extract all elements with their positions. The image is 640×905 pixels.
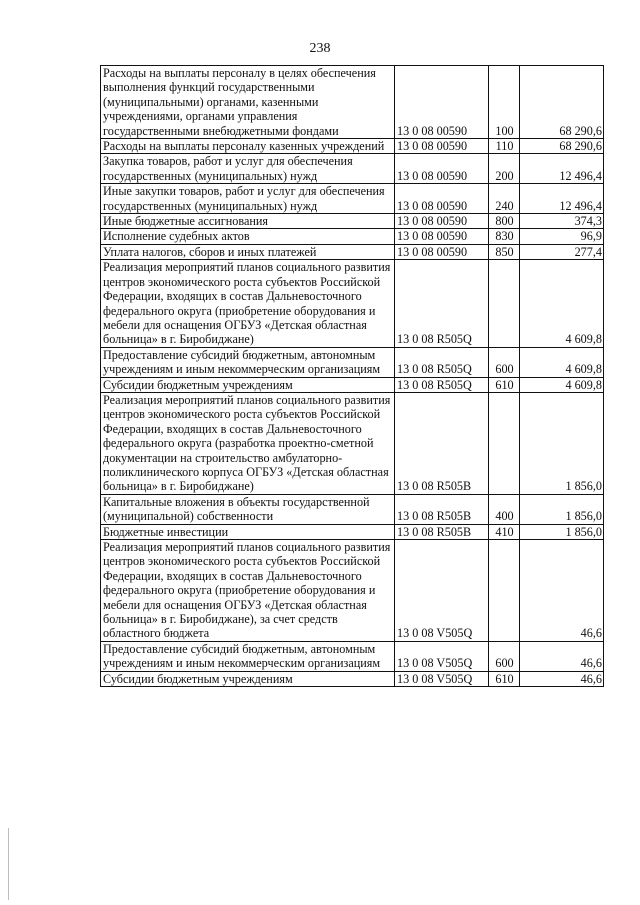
amount-cell: 46,6	[520, 671, 604, 686]
target-code-cell: 13 0 08 R505B	[395, 494, 489, 524]
target-code-cell: 13 0 08 00590	[395, 184, 489, 214]
target-code-cell: 13 0 08 00590	[395, 139, 489, 154]
amount-cell: 68 290,6	[520, 66, 604, 139]
expense-type-cell: 850	[489, 244, 520, 259]
target-code-cell: 13 0 08 V505Q	[395, 641, 489, 671]
table-row	[101, 494, 604, 524]
amount-cell: 12 496,4	[520, 184, 604, 214]
expense-name-cell: Закупка товаров, работ и услуг для обеспечения государственных (муниципальных) нужд	[101, 154, 395, 184]
expense-name-cell: Субсидии бюджетным учреждениям	[101, 377, 395, 392]
expense-name-cell: Реализация мероприятий планов социального развития центров экономического роста субъектов Российской Федерации, входящих в состав Дальневосточного федерального округа (разработка проектно-сметной документации на строительство амбулаторно-поликлинического корпуса ОГБУЗ «Детская областная больница» в г. Биробиджане)	[101, 392, 395, 494]
expense-type-cell: 830	[489, 229, 520, 244]
expense-name-cell: Капитальные вложения в объекты государственной (муниципальной) собственности	[101, 494, 395, 524]
expense-type-cell: 240	[489, 184, 520, 214]
expense-name-cell: Предоставление субсидий бюджетным, автономным учреждениям и иным некоммерческим организациям	[101, 641, 395, 671]
target-code-cell: 13 0 08 R505Q	[395, 377, 489, 392]
expense-name-cell: Иные закупки товаров, работ и услуг для обеспечения государственных (муниципальных) нужд	[101, 184, 395, 214]
table-row	[101, 244, 604, 259]
amount-cell: 46,6	[520, 540, 604, 642]
expense-name-cell: Реализация мероприятий планов социального развития центров экономического роста субъектов Российской Федерации, входящих в состав Дальневосточного федерального округа (приобретение оборудования и мебели для оснащения ОГБУЗ «Детская областная больница» в г. Биробиджане), за счет средств областного бюджета	[101, 540, 395, 642]
expense-type-cell	[489, 392, 520, 494]
budget-table	[100, 65, 604, 687]
expense-name-cell: Реализация мероприятий планов социального развития центров экономического роста субъектов Российской Федерации, входящих в состав Дальневосточного федерального округа (приобретение оборудования и мебели для оснащения ОГБУЗ «Детская областная больница» в г. Биробиджане)	[101, 260, 395, 347]
amount-cell: 1 856,0	[520, 494, 604, 524]
expense-name-cell: Исполнение судебных актов	[101, 229, 395, 244]
target-code-cell: 13 0 08 00590	[395, 66, 489, 139]
table-row	[101, 671, 604, 686]
expense-type-cell: 400	[489, 494, 520, 524]
expense-type-cell: 200	[489, 154, 520, 184]
target-code-cell: 13 0 08 V505Q	[395, 671, 489, 686]
table-row	[101, 229, 604, 244]
target-code-cell: 13 0 08 R505B	[395, 524, 489, 539]
expense-type-cell	[489, 260, 520, 347]
expense-type-cell: 600	[489, 347, 520, 377]
expense-type-cell: 800	[489, 214, 520, 229]
expense-name-cell: Уплата налогов, сборов и иных платежей	[101, 244, 395, 259]
expense-name-cell: Субсидии бюджетным учреждениям	[101, 671, 395, 686]
expense-type-cell: 600	[489, 641, 520, 671]
expense-name-cell: Расходы на выплаты персоналу в целях обеспечения выполнения функций государственными (муниципальными) органами, казенными учреждениями, органами управления государственными внебюджетными фондами	[101, 66, 395, 139]
table-row	[101, 524, 604, 539]
amount-cell: 4 609,8	[520, 260, 604, 347]
table-row	[101, 260, 604, 347]
amount-cell: 46,6	[520, 641, 604, 671]
table-row	[101, 641, 604, 671]
expense-type-cell: 610	[489, 671, 520, 686]
expense-name-cell: Предоставление субсидий бюджетным, автономным учреждениям и иным некоммерческим организациям	[101, 347, 395, 377]
table-row	[101, 66, 604, 139]
table-row	[101, 392, 604, 494]
scan-edge-line	[8, 828, 9, 900]
target-code-cell: 13 0 08 V505Q	[395, 540, 489, 642]
target-code-cell: 13 0 08 R505Q	[395, 260, 489, 347]
page-number: 238	[309, 41, 331, 56]
budget-table-body	[101, 66, 604, 687]
target-code-cell: 13 0 08 00590	[395, 154, 489, 184]
table-row	[101, 347, 604, 377]
expense-name-cell: Иные бюджетные ассигнования	[101, 214, 395, 229]
table-row	[101, 214, 604, 229]
expense-type-cell: 410	[489, 524, 520, 539]
amount-cell: 4 609,8	[520, 347, 604, 377]
expense-type-cell: 100	[489, 66, 520, 139]
target-code-cell: 13 0 08 R505B	[395, 392, 489, 494]
amount-cell: 277,4	[520, 244, 604, 259]
table-row	[101, 184, 604, 214]
target-code-cell: 13 0 08 00590	[395, 229, 489, 244]
expense-type-cell: 110	[489, 139, 520, 154]
target-code-cell: 13 0 08 00590	[395, 214, 489, 229]
amount-cell: 12 496,4	[520, 154, 604, 184]
expense-name-cell: Бюджетные инвестиции	[101, 524, 395, 539]
table-row	[101, 139, 604, 154]
table-row	[101, 540, 604, 642]
amount-cell: 1 856,0	[520, 524, 604, 539]
amount-cell: 374,3	[520, 214, 604, 229]
target-code-cell: 13 0 08 00590	[395, 244, 489, 259]
table-row	[101, 377, 604, 392]
expense-name-cell: Расходы на выплаты персоналу казенных учреждений	[101, 139, 395, 154]
table-row	[101, 154, 604, 184]
target-code-cell: 13 0 08 R505Q	[395, 347, 489, 377]
amount-cell: 96,9	[520, 229, 604, 244]
expense-type-cell: 610	[489, 377, 520, 392]
amount-cell: 1 856,0	[520, 392, 604, 494]
expense-type-cell	[489, 540, 520, 642]
amount-cell: 68 290,6	[520, 139, 604, 154]
amount-cell: 4 609,8	[520, 377, 604, 392]
